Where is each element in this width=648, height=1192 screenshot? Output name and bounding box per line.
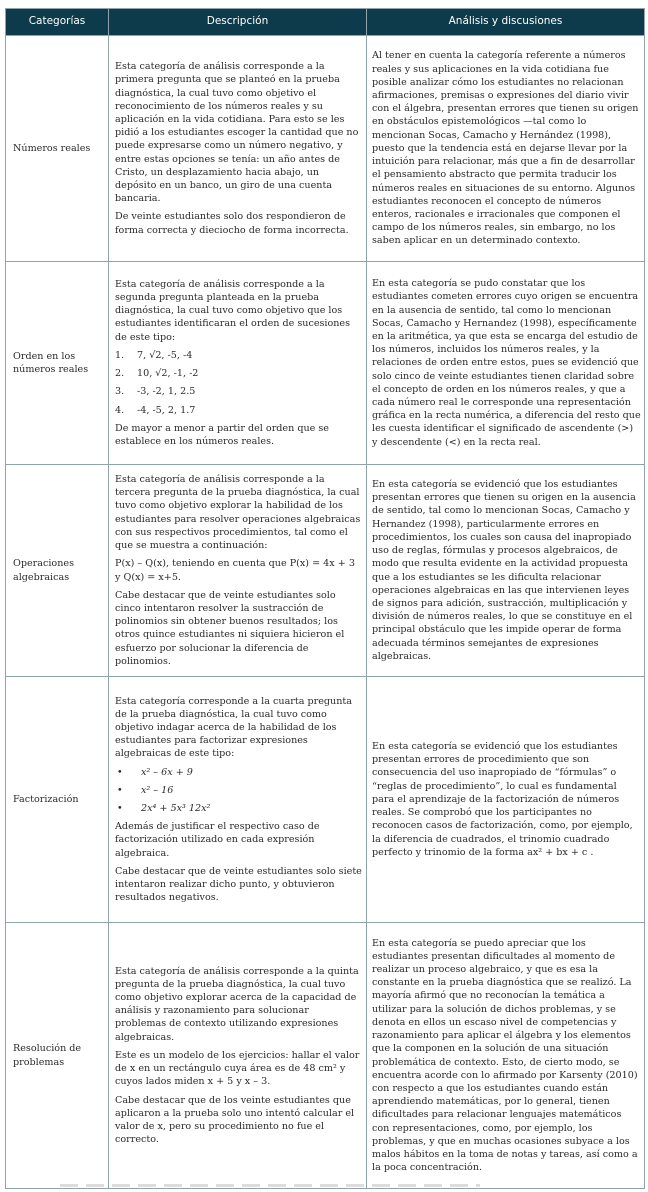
- analysis-cell: [367, 36, 645, 262]
- table-row: [6, 36, 645, 262]
- description-cell: [109, 465, 367, 677]
- description-paragraph: Cabe destacar que de veinte estudiantes solo siete intentaron realizar dicho punto, y obtuvieron resultados negativos.: [115, 865, 362, 904]
- description-paragraph: Además de justificar el respectivo caso de factorización utilizado en cada expresión algebraica.: [115, 821, 320, 859]
- list-item: [115, 766, 362, 779]
- list-item-text: -4, -5, 2, 1.7: [137, 404, 196, 416]
- table-row: [6, 465, 645, 677]
- description-cell: [109, 677, 367, 923]
- analysis-cell: [367, 677, 645, 923]
- analysis-paragraph: Al tener en cuenta la categoría referente a números reales y sus aplicaciones en la vida cotidiana fue posible analizar cómo los estudiantes no relacionan afirmaciones, premisas o expresiones del diario vivir con el álgebra, presentan errores que tienen su origen en obstáculos epistemológicos —tal como lo mencionan Socas, Camacho y Hernández (1998), puesto que la tendencia está en dejarse llevar por la intuición para relacionar, más que a fin de desarrollar el pensamiento abstracto que permita traducir los números reales en situaciones de su entorno. Algunos estudiantes reconocen el concepto de números enteros, racionales e irracionales que componen el campo de los números reales, sin embargo, no los saben aplicar en un determinado contexto.: [372, 50, 639, 247]
- list-item-text: 10, √2, -1, -2: [137, 368, 199, 380]
- bullet-icon: •: [117, 766, 123, 778]
- analysis-cell: [367, 262, 645, 465]
- analysis-paragraph: En esta categoría se puedo apreciar que los estudiantes presentan dificultades al momento de realizar un proceso algebraico, y que es esa la constante en la prueba diagnóstica que se realizó. La mayoría afirmó que no reconocían la temática a utilizar para la solución de dichos problemas, y se denota en ellos un escaso nivel de competencias y razonamiento para aplicar el álgebra y los elementos que la componen en la solución de una situación problemática de contexto. Esto, de cierto modo, se encuentra acorde con lo afirmado por Karsenty (2010) con respecto a que los estudiantes cuando están aprendiendo matemáticas, por lo general, tienen dificultades para relacionar lenguajes matemáticos con representaciones, como, por ejemplo, los problemas, y que en muchas ocasiones subyace a los malos hábitos en la toma de notas y tareas, así como a la poca concentración.: [372, 937, 638, 1174]
- formula-paragraph: P(x) – Q(x), teniendo en cuenta que P(x) = 4x + 3 y Q(x) = x+5.: [115, 558, 355, 583]
- list-item-text: -3, -2, 1, 2.5: [137, 386, 196, 398]
- category-cell: Orden en los números reales: [6, 262, 109, 465]
- header-analisis: Análisis y discusiones: [367, 9, 645, 36]
- analysis-cell: [367, 923, 645, 1189]
- description-paragraph: Cabe destacar que de los veinte estudiantes que aplicaron a la prueba solo uno intentó calcular el valor de x, pero su procedimiento no fue el correcto.: [115, 1094, 355, 1146]
- analysis-paragraph: En esta categoría se evidenció que los estudiantes presentan errores de procedimiento que son consecuencia del uso inapropiado de “fórmulas” o “reglas de procedimiento”, lo cual es fundamental para el aprendizaje de la factorización de números reales. Se comprobó que los participantes no reconocen casos de factorización, como, por ejemplo, la diferencia de cuadrados, el trinomio cuadrado perfecto y trinomio de la forma ax² + bx + c .: [372, 741, 633, 858]
- document-page: [5, 8, 644, 1189]
- list-item: [115, 802, 362, 815]
- sequence-list: [115, 349, 362, 417]
- list-item-text: 7, √2, -5, -4: [137, 349, 193, 361]
- bullet-icon: •: [117, 784, 123, 796]
- header-descripcion: Descripción: [109, 9, 367, 36]
- description-paragraph: Este es un modelo de los ejercicios: hallar el valor de x en un rectángulo cuya área es de 48 cm² y cuyos lados miden x + 5 y x – 3.: [115, 1049, 360, 1088]
- description-paragraph: Esta categoría corresponde a la cuarta pregunta de la prueba diagnóstica, la cual tuvo como objetivo indagar acerca de la habilidad de los estudiantes para factorizar expresiones algebraicas de este tipo:: [115, 695, 352, 760]
- analysis-table: [5, 8, 645, 1189]
- list-item: [115, 367, 362, 380]
- table-row: [6, 677, 645, 923]
- table-header-row: [6, 9, 645, 36]
- category-cell: Resolución de problemas: [6, 923, 109, 1189]
- list-item-text: x² – 16: [141, 784, 174, 796]
- list-marker: 1.: [115, 349, 125, 361]
- list-marker: 3.: [115, 386, 125, 398]
- list-item: [115, 404, 362, 417]
- category-cell: Números reales: [6, 36, 109, 262]
- list-marker: 2.: [115, 368, 125, 380]
- description-cell: [109, 262, 367, 465]
- description-cell: [109, 923, 367, 1189]
- analysis-cell: [367, 465, 645, 677]
- description-paragraph: De mayor a menor a partir del orden que se establece en los números reales.: [115, 422, 329, 447]
- list-item: [115, 349, 362, 362]
- table-row: [6, 923, 645, 1189]
- table-row: [6, 262, 645, 465]
- expression-list: [115, 766, 362, 816]
- cut-off-text-line: [60, 1184, 480, 1187]
- category-cell: Factorización: [6, 677, 109, 923]
- description-paragraph: Cabe destacar que de veinte estudiantes solo cinco intentaron resolver la sustracción de polinomios sin obtener buenos resultados; los otros quince estudiantes ni siquiera hicieron el esfuerzo por solucionar la diferencia de polinomios.: [115, 589, 345, 667]
- description-paragraph: Esta categoría de análisis corresponde a la segunda pregunta planteada en la prueba diagnóstica, la cual tuvo como objetivo que los estudiantes identificaran el orden de sucesiones de este tipo:: [115, 278, 351, 343]
- list-item: [115, 784, 362, 797]
- list-item-text: 2x⁴ + 5x³ 12x²: [141, 803, 211, 814]
- description-cell: [109, 36, 367, 262]
- description-paragraph: De veinte estudiantes solo dos respondieron de forma correcta y dieciocho de forma incorrecta.: [115, 211, 349, 236]
- list-item-text: x² – 6x + 9: [141, 766, 193, 778]
- description-paragraph: Esta categoría de análisis corresponde a la quinta pregunta de la prueba diagnóstica, la cual tuvo como objetivo explorar acerca de la capacidad de análisis y razonamiento para solucionar problemas de contexto utilizando expresiones algebraicas.: [115, 965, 359, 1043]
- description-paragraph: Esta categoría de análisis corresponde a la tercera pregunta de la prueba diagnóstica, la cual tuvo como objetivo explorar la habilidad de los estudiantes para resolver operaciones algebraicas con sus respectivos procedimientos, tal como el que se muestra a continuación:: [115, 474, 361, 552]
- bullet-icon: •: [117, 803, 123, 814]
- list-marker: 4.: [115, 404, 125, 416]
- analysis-paragraph: En esta categoría se pudo constatar que los estudiantes cometen errores cuyo origen se encuentra en la ausencia de sentido, tal como lo mencionan Socas, Camacho y Hernandez (1998), específicamente en la aritmética, ya que esta se encarga del estudio de los números, incluidos los números reales, y la relaciones de orden entre estos, pues se evidenció que solo cinco de veinte estudiantes tienen claridad sobre el concepto de orden en los números reales, y que a cada número real le corresponde una representación gráfica en la recta numérica, a diferencia del resto que les cuesta identificar el significado de ascendente (>) y descendente (<) en la recta real.: [372, 278, 641, 448]
- analysis-paragraph: En esta categoría se evidenció que los estudiantes presentan errores que tienen su origen en la ausencia de sentido, tal como lo mencionan Socas, Camacho y Hernandez (1998), particularmente errores en procedimientos, los cuales son causa del inapropiado uso de reglas, fórmulas y procesos algebraicos, de modo que resulta evidente en la actividad propuesta que a los estudiantes se les dificulta relacionar operaciones algebraicas en las que intervienen leyes de signos para adición, sustracción, multiplicación y división de números reales, lo que se constituye en el principal obstáculo que les impide operar de forma adecuada términos semejantes de expresiones algebraicas.: [372, 479, 636, 662]
- list-item: [115, 385, 362, 398]
- header-categorias: Categorías: [6, 9, 109, 36]
- category-cell: Operaciones algebraicas: [6, 465, 109, 677]
- description-paragraph: Esta categoría de análisis corresponde a la primera pregunta que se planteó en la prueba diagnóstica, la cual tuvo como objetivo el reconocimiento de los números reales y su aplicación en la vida cotidiana. Para esto se les pidió a los estudiantes escoger la cantidad que no puede expresarse como un número negativo, y entre estas opciones se tenía: un año antes de Cristo, un desplazamiento hacia abajo, un depósito en un banco, un giro de una cuenta bancaria.: [115, 61, 359, 205]
